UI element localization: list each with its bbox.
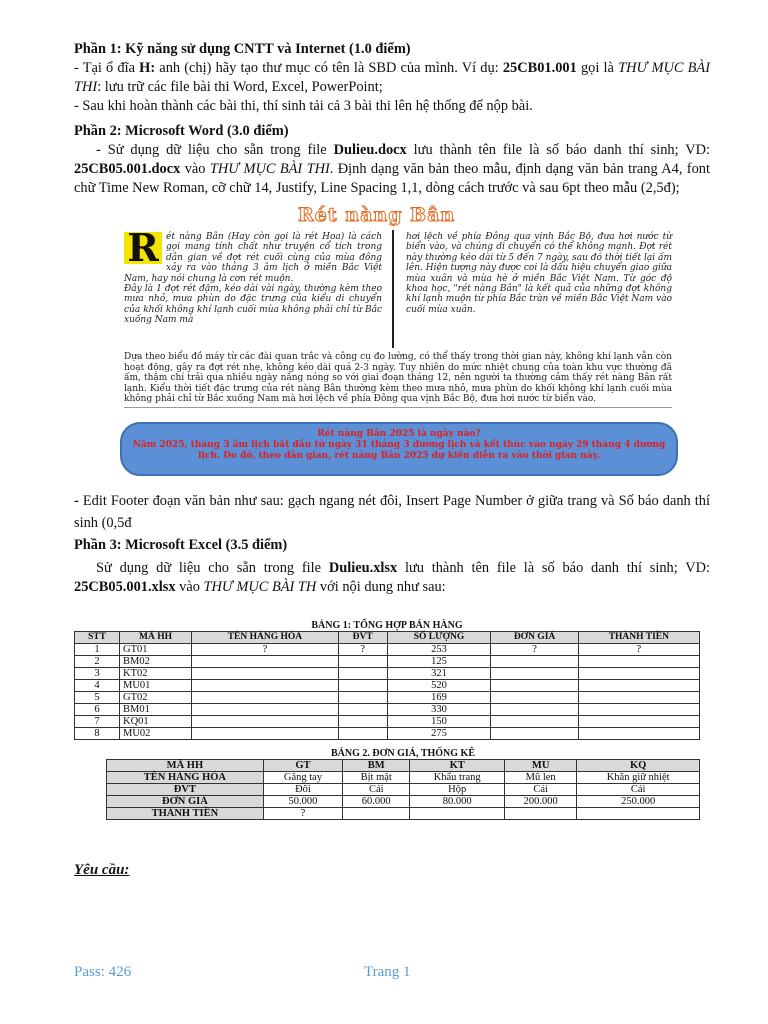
table1-cell: 321 [387,668,491,680]
table1-cell: ? [578,644,699,656]
table1-cell [578,716,699,728]
table1-cell [338,692,387,704]
table2-cell: 250.000 [577,796,700,808]
drop-cap: R [124,232,162,264]
table2-cell: GT [263,760,342,772]
table1-cell: 275 [387,728,491,740]
table-row [107,808,700,820]
table1-cell [578,704,699,716]
table2-cell: KT [410,760,505,772]
column-divider [392,230,394,348]
sample-title: Rét nàng Bân [298,204,456,226]
table2-cell: ? [263,808,342,820]
table2-cell [505,808,577,820]
table1-cell [578,656,699,668]
table2-cell: MÃ HH [107,760,264,772]
table1-cell: 330 [387,704,491,716]
table1-cell [491,704,578,716]
table1-cell: MU01 [120,680,192,692]
table1-cell: 125 [387,656,491,668]
sample-column-left: R ét nàng Bân (Hay còn gọi là rét Hoa) là cách gọi mang tính chất như truyện cổ tích trong dân gian về đợt rét cuối cùng của mùa đông xảy ra vào tháng 3 âm lịch ở miền Bắc Việt Nam, hay nói chung là cơn rét muộn. Đây là 1 đợt rét đậm, kéo dài vài ngày, thường kèm theo mưa nhỏ, mưa phùn do đặc trưng của kiểu di chuyển của khối không khí lạnh cuối mùa không phải chỉ từ Bắc xuống Nam mà [124,225,382,326]
table1-cell: KQ01 [120,716,192,728]
part1-heading: Phần 1: Kỹ năng sử dụng CNTT và Internet (1.0 điểm) [74,41,411,57]
table1-cell: MU02 [120,728,192,740]
table1-header-cell: ĐƠN GIÁ [491,632,578,644]
table1-title: BẢNG 1: TỔNG HỢP BÁN HÀNG [75,620,700,632]
table1-cell: 150 [387,716,491,728]
table2-cell: 50.000 [263,796,342,808]
table2-cell: THÀNH TIỀN [107,808,264,820]
table1-cell: GT01 [120,644,192,656]
part1-line1: - Tại ổ đĩa H: anh (chị) hãy tạo thư mục có tên là SBD của mình. Ví dụ: 25CB01.001 gọi là THƯ MỤC BÀI THI: lưu trữ các file bài thi Word, Excel, PowerPoint; [74,60,711,95]
footer-instruction: - Edit Footer đoạn văn bản như sau: gạch ngang nét đôi, Insert Page Number ở giữa trang và Số báo danh thí sinh (0,5đ [74,493,710,531]
table1-cell [338,704,387,716]
part3-heading: Phần 3: Microsoft Excel (3.5 điểm) [74,537,288,553]
part3-paragraph: Sử dụng dữ liệu cho sẵn trong file Dulieu.xlsx lưu thành tên file là số báo danh thí sinh; VD: 25CB05.001.xlsx vào THƯ MỤC BÀI TH với nội dung như sau: [74,560,711,595]
footer-page-number: Trang 1 [364,964,411,980]
table2-cell [577,808,700,820]
table1-cell [192,656,339,668]
table1-header-cell: SỐ LƯỢNG [387,632,491,644]
table1-cell [192,704,339,716]
table1-cell: ? [491,644,578,656]
document-page [74,40,710,597]
table1-cell: 2 [75,656,120,668]
table1-header-cell: TÊN HÀNG HÓA [192,632,339,644]
table2-cell: Đôi [263,784,342,796]
table1-cell [578,692,699,704]
sales-table [74,620,700,740]
table1-cell: 1 [75,644,120,656]
word-sample-image [108,206,674,478]
table1-cell: KT02 [120,668,192,680]
table-row [75,716,700,728]
table2-cell: 80.000 [410,796,505,808]
table1-header-cell: THÀNH TIỀN [578,632,699,644]
table1-cell [578,728,699,740]
table2-title: BẢNG 2. ĐƠN GIÁ, THỐNG KÊ [331,748,475,759]
table1-header-cell: STT [75,632,120,644]
table1-cell: BM02 [120,656,192,668]
table1-cell: 520 [387,680,491,692]
table1-cell [491,656,578,668]
callout-answer: Năm 2025, tháng 3 âm lịch bắt đầu từ ngày 31 tháng 3 dương lịch và kết thúc vào ngày 29 tháng 4 dương lịch. Do đó, theo dân gian, rét nàng Bân 2025 dự kiến diễn ra vào thời gian này. [132,440,666,461]
table-row [107,784,700,796]
sample-body-text: Dựa theo biểu đồ máy từ các đài quan trắc và công cụ đo lường, có thể thấy trong thời gian này, không khí lạnh vẫn còn hoạt động, gây ra đợt rét nhẹ, không kéo dài quá 2-3 ngày. Tuy nhiên do mức nhiệt chung của toàn khu vực thường đã ấm, thậm chí trải qua nhiều ngày nắng nóng so với giai đoạn tháng 12, nên người ta thường cảm thấy rét nàng Bân rất lạnh. Kiểu thời tiết đặc trưng của rét nàng Bân thường kèm theo mưa nhỏ, mưa phùn do khối không khí lạnh cuối mùa không phải chỉ từ Bắc xuống Nam mà hơi lệch về phía Đông qua vịnh Bắc Bộ, đưa hơi nước từ biển vào. [124,352,672,408]
table1-cell: BM01 [120,704,192,716]
table1-header-cell: ĐVT [338,632,387,644]
table1-cell [491,668,578,680]
callout-question: Rét nàng Bân 2025 là ngày nào? [317,429,481,439]
table-row [75,728,700,740]
table1-cell: 253 [387,644,491,656]
table1-cell: 5 [75,692,120,704]
table-row [75,644,700,656]
table1-cell [578,668,699,680]
table1-cell [192,716,339,728]
table2-cell: Khăn giữ nhiệt [577,772,700,784]
table1-cell [338,668,387,680]
table2-cell: Hộp [410,784,505,796]
table-row [107,772,700,784]
table1-cell [338,716,387,728]
table1-cell [192,668,339,680]
table1-cell [192,692,339,704]
table2-cell [410,808,505,820]
table1-cell [491,680,578,692]
part2-paragraph: - Sử dụng dữ liệu cho sẵn trong file Dulieu.docx lưu thành tên file là số báo danh thí sinh; VD: 25CB05.001.docx vào THƯ MỤC BÀI THI. Định dạng văn bản theo mẫu, định dạng văn bản trang A4, font chữ Time New Roman, cỡ chữ 14, Justify, Line Spacing 1,1, dòng cách trước và sau 6pt theo mẫu (2,5đ); [74,142,711,196]
table1-cell: ? [192,644,339,656]
table-row [75,656,700,668]
part2-heading: Phần 2: Microsoft Word (3.0 điểm) [74,123,289,139]
table1-cell: 4 [75,680,120,692]
footer-pass: Pass: 426 [74,964,132,980]
table1-cell [338,656,387,668]
table2-cell: TÊN HÀNG HÓA [107,772,264,784]
table1-cell [338,728,387,740]
table1-cell: 169 [387,692,491,704]
table1-cell [192,728,339,740]
price-table [106,748,700,820]
table2-cell: Găng tay [263,772,342,784]
table2-cell: ĐVT [107,784,264,796]
table2-cell: ĐƠN GIÁ [107,796,264,808]
table-row [75,692,700,704]
table2-cell: 200.000 [505,796,577,808]
table1-cell: 7 [75,716,120,728]
sample-callout-shape [120,422,678,476]
table1-cell: 3 [75,668,120,680]
table2-cell: Khẩu trang [410,772,505,784]
table2-cell: KQ [577,760,700,772]
table-row [75,680,700,692]
table1-cell: GT02 [120,692,192,704]
table2-cell: Cái [505,784,577,796]
table2-cell: Cái [577,784,700,796]
table1-cell: ? [338,644,387,656]
table2-cell: 60.000 [343,796,410,808]
table1-cell [578,680,699,692]
table1-cell [491,716,578,728]
table2-cell: Cái [343,784,410,796]
table2-cell: Mũ len [505,772,577,784]
sample-column-right: hơi lệch về phía Đông qua vịnh Bắc Bộ, đưa hơi nước từ biển vào, và chúng di chuyển có thể không mạnh. Đợt rét này thường kéo dài từ 5 đến 7 ngày, sau đó thời tiết lại ấm lên. Hiện tượng này được coi là dấu hiệu chuyển giao giữa mùa xuân và mùa hè ở miền Bắc Việt Nam. Từ góc độ khoa học, "rét nàng Bân" là kết quả của những đợt không khí lạnh muộn từ phía Bắc tràn về miền Bắc Việt Nam vào cuối mùa xuân. [406,232,672,315]
table1-cell [491,728,578,740]
table-row [107,796,700,808]
table1-cell [192,680,339,692]
table1-cell: 8 [75,728,120,740]
table2-cell: BM [343,760,410,772]
requirements-label: Yêu cầu: [74,862,130,878]
table2-cell [343,808,410,820]
table-row [75,668,700,680]
table-row [107,760,700,772]
part1-line2: - Sau khi hoàn thành các bài thi, thí sinh tải cả 3 bài thi lên hệ thống để nộp bài. [74,98,533,114]
table2-cell: Bịt mặt [343,772,410,784]
table-row [75,704,700,716]
table1-cell [338,680,387,692]
excel-sample-image [74,620,738,820]
table2-cell: MU [505,760,577,772]
table1-header-cell: MÃ HH [120,632,192,644]
table1-cell [491,692,578,704]
table1-cell: 6 [75,704,120,716]
